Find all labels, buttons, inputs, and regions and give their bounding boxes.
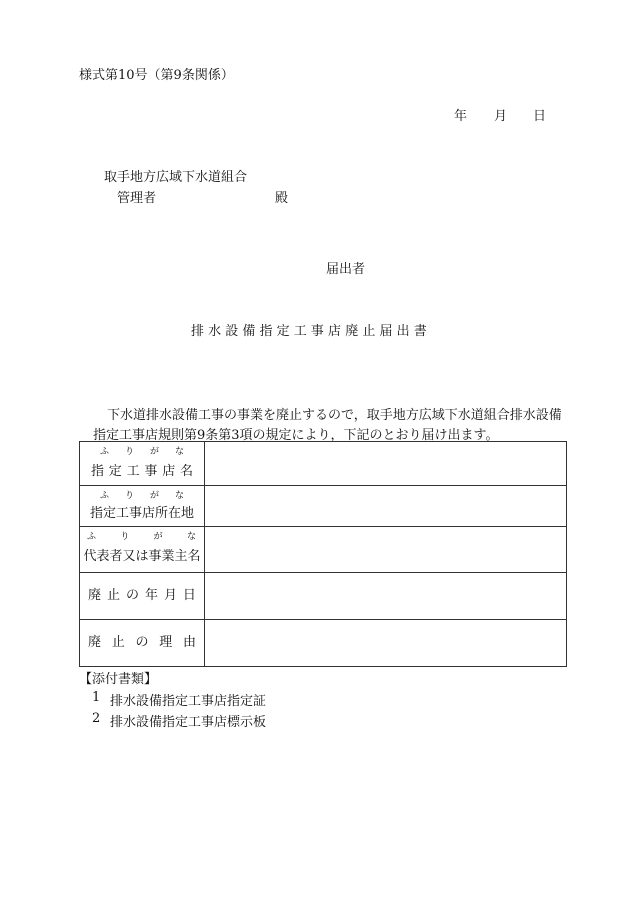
addressee-honorific: 殿 <box>275 191 289 206</box>
discontinuation-reason-value[interactable] <box>205 620 567 667</box>
furigana: ふ り が な <box>100 447 184 457</box>
addressee-title: 管理者 <box>117 191 157 206</box>
shop-name-value[interactable] <box>205 442 567 486</box>
attachment-item: 排水設備指定工事店標示板 <box>110 715 267 730</box>
addressee-organization: 取手地方広域下水道組合 <box>104 170 248 185</box>
discontinuation-date-value[interactable] <box>205 573 567 620</box>
discontinuation-date-label: 廃 止 の 年 月 日 <box>88 588 196 603</box>
furigana: ふ り が な <box>87 532 196 542</box>
representative-name-value[interactable] <box>205 527 567 573</box>
table-row <box>80 620 567 667</box>
document-title: 排 水 設 備 指 定 工 事 店 廃 止 届 出 書 <box>191 324 427 339</box>
shop-address-value[interactable] <box>205 486 567 527</box>
form-number: 様式第10号（第9条関係） <box>79 68 234 83</box>
notifier-label: 届出者 <box>326 262 366 277</box>
representative-name-label: 代表者又は事業主名 <box>83 549 201 564</box>
attachment-number: 2 <box>92 711 101 726</box>
date-year-label: 年 <box>454 109 468 124</box>
label-cell <box>80 442 205 486</box>
attachment-number: 1 <box>92 690 101 705</box>
shop-name-label: 指 定 工 事 店 名 <box>91 464 193 479</box>
table-row <box>80 486 567 527</box>
date-day-label: 日 <box>533 109 547 124</box>
attachments-heading: 【添付書類】 <box>79 672 158 687</box>
attachment-item: 排水設備指定工事店指定証 <box>110 694 267 709</box>
table-row <box>80 573 567 620</box>
date-month-label: 月 <box>494 109 508 124</box>
label-cell <box>80 573 205 620</box>
table-row <box>80 527 567 573</box>
body-text-line1: 下水道排水設備工事の事業を廃止するので，取手地方広域下水道組合排水設備 <box>107 408 562 423</box>
body-text-line2: 指定工事店規則第9条第3項の規定により，下記のとおり届け出ます。 <box>93 428 499 443</box>
label-cell <box>80 620 205 667</box>
table-row <box>80 442 567 486</box>
discontinuation-reason-label: 廃 止 の 理 由 <box>88 635 196 650</box>
label-cell <box>80 486 205 527</box>
shop-address-label: 指定工事店所在地 <box>89 506 194 521</box>
notification-table <box>79 441 567 667</box>
label-cell <box>80 527 205 573</box>
furigana: ふ り が な <box>100 491 184 501</box>
